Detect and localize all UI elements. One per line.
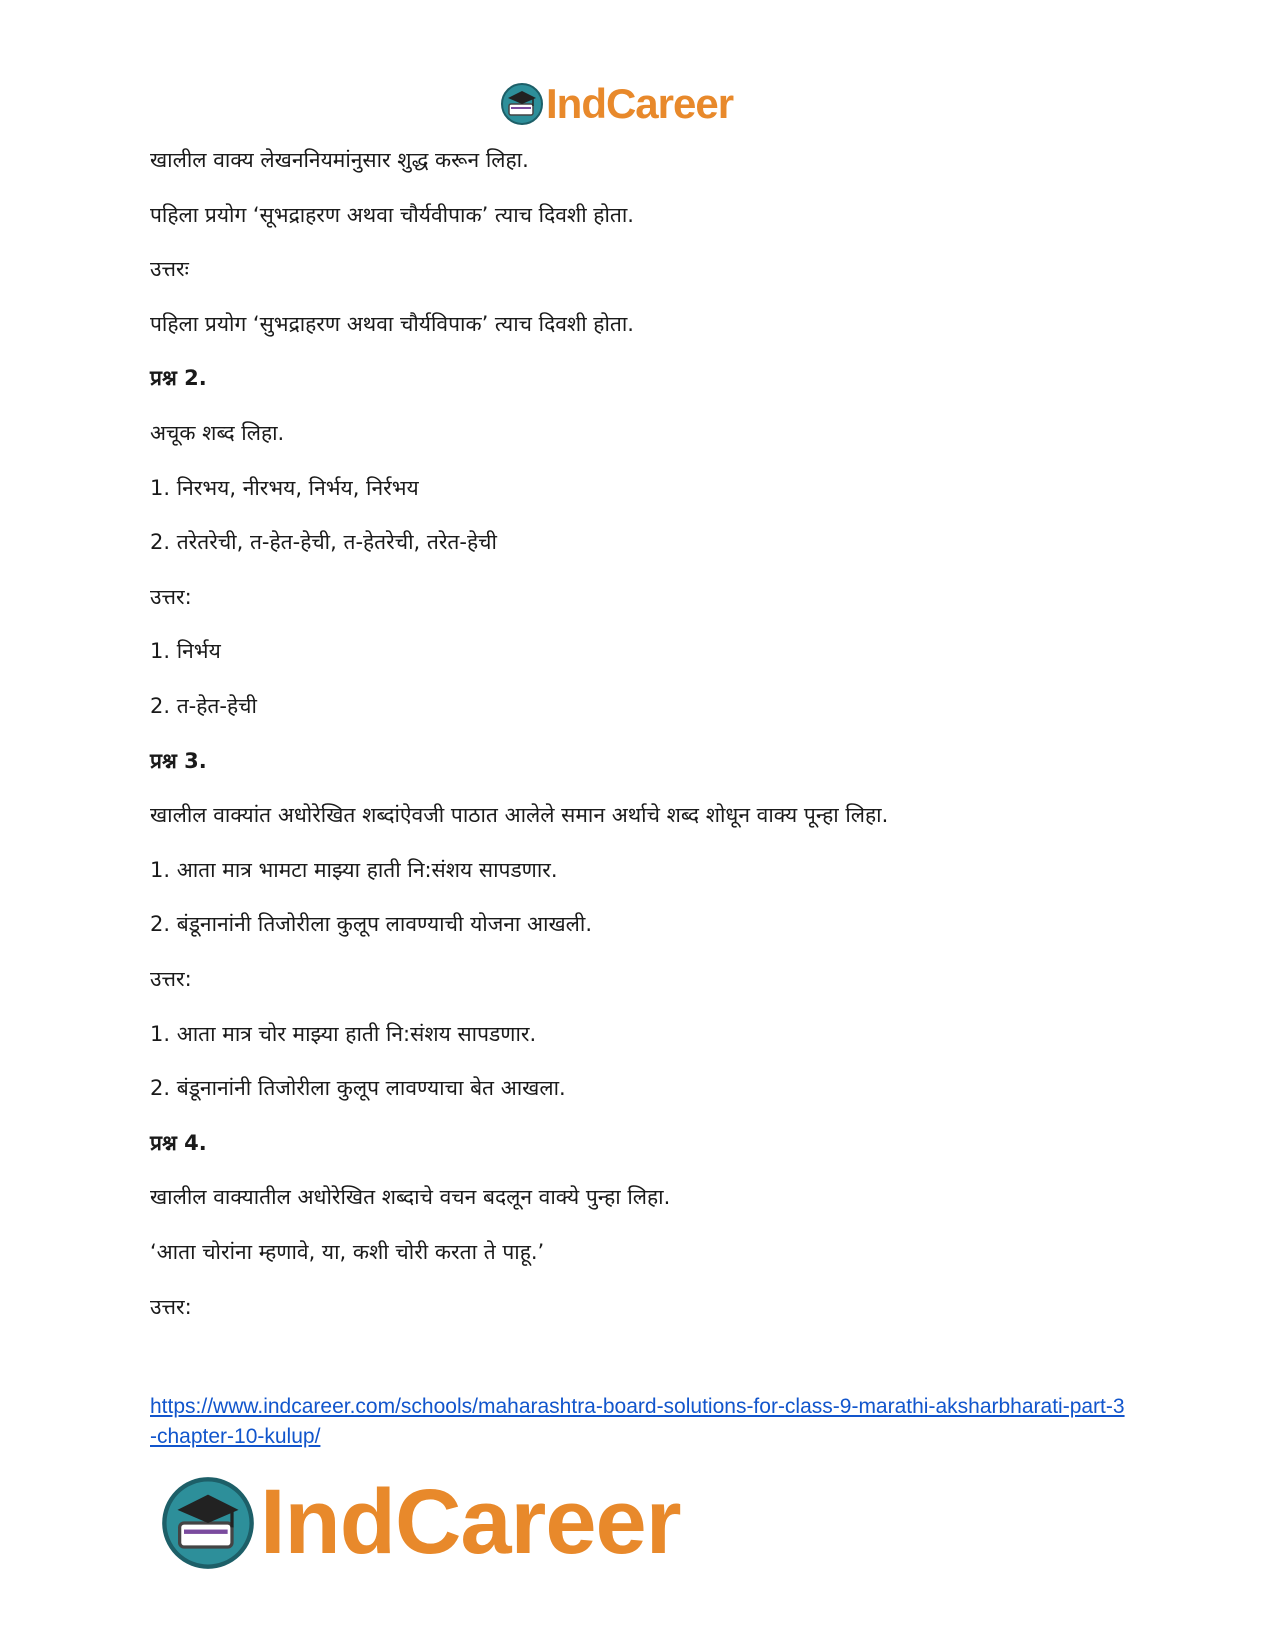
text-line: ‘आता चोरांना म्हणावे, या, कशी चोरी करता ते पाहू.’ [150,1240,545,1264]
question-heading: प्रश्न 3. [150,749,207,773]
text-line: 2. तरेतरेची, त-हेत-हेची, त-हेतरेची, तरेत-हेची [150,530,497,554]
text-line: 2. बंडूनानांनी तिजोरीला कुलूप लावण्याची योजना आखली. [150,912,593,936]
question-heading: प्रश्न 4. [150,1131,207,1155]
text-line: 2. त-हेत-हेची [150,694,257,718]
graduation-book-icon [500,82,544,126]
text-line: उत्तर: [150,1295,192,1319]
text-line: अचूक शब्द लिहा. [150,421,285,445]
text-line: 1. आता मात्र चोर माझ्या हाती नि:संशय सापडणार. [150,1022,537,1046]
text-line: खालील वाक्यांत अधोरेखित शब्दांऐवजी पाठात आलेले समान अर्थाचे शब्द शोधून वाक्य पून्हा लिहा. [150,803,889,827]
text-line: 2. बंडूनानांनी तिजोरीला कुलूप लावण्याचा बेत आखला. [150,1076,566,1100]
text-line: उत्तरः [150,257,189,281]
header-logo [500,80,733,128]
brand-name: IndCareer [260,1471,681,1573]
footer-logo [160,1470,681,1575]
text-line: उत्तर: [150,967,192,991]
text-line: 1. आता मात्र भामटा माझ्या हाती नि:संशय सापडणार. [150,858,558,882]
text-line: 1. निर्भय [150,639,221,663]
brand-name: IndCareer [546,80,734,127]
text-line: पहिला प्रयोग ‘सुभद्राहरण अथवा चौर्यविपाक’ त्याच दिवशी होता. [150,312,634,336]
text-line: पहिला प्रयोग ‘सूभद्राहरण अथवा चौर्यवीपाक’ त्याच दिवशी होता. [150,203,634,227]
text-line: खालील वाक्य लेखननियमांनुसार शुद्ध करून लिहा. [150,148,529,172]
text-line: खालील वाक्यातील अधोरेखित शब्दाचे वचन बदलून वाक्ये पुन्हा लिहा. [150,1185,671,1209]
text-line: उत्तर: [150,585,192,609]
question-heading: प्रश्न 2. [150,366,207,390]
text-line: 1. निरभय, नीरभय, निर्भय, निर्रभय [150,476,419,500]
graduation-book-icon [160,1475,256,1571]
source-link[interactable]: https://www.indcareer.com/schools/maharashtra-board-solutions-for-class-9-marathi-aksharbharati-part-3-chapter-10-kulup/ [150,1395,1125,1448]
